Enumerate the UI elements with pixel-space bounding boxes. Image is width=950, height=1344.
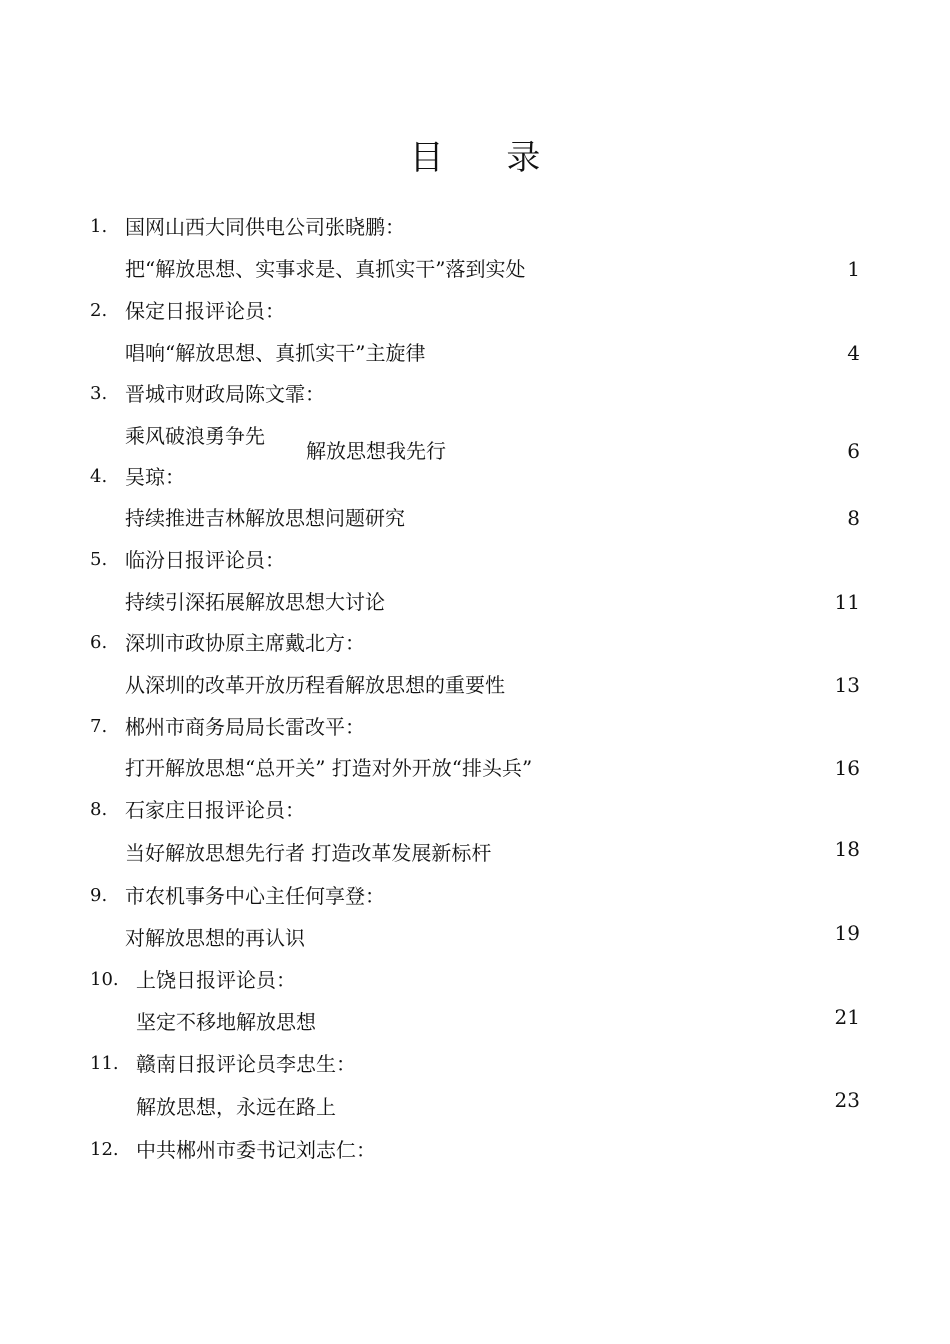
entry-number: 4. (90, 466, 108, 487)
entry-page-number: 4 (847, 341, 860, 365)
entry-page-number: 23 (834, 1088, 860, 1112)
entry-number: 12. (90, 1139, 119, 1160)
entry-author: 市农机事务中心主任何享登： (125, 884, 385, 908)
entry-title[interactable]: 乘风破浪勇争先 (125, 424, 265, 448)
entry-page-number: 16 (834, 756, 860, 780)
toc-entry-title-row[interactable] (0, 585, 950, 619)
entry-page-number: 8 (847, 506, 860, 530)
toc-entry-title-row[interactable] (0, 336, 950, 370)
toc-entry-author-row (0, 879, 950, 913)
entry-author: 保定日报评论员： (125, 299, 285, 323)
entry-page-number: 11 (834, 590, 860, 614)
entry-number: 3. (90, 383, 108, 404)
entry-title[interactable]: 解放思想，永远在路上 (136, 1095, 336, 1119)
entry-author: 中共郴州市委书记刘志仁： (136, 1138, 376, 1162)
entry-title[interactable]: 从深圳的改革开放历程看解放思想的重要性 (125, 673, 505, 697)
toc-entry-author-row (0, 294, 950, 328)
toc-entry-title-row[interactable] (0, 252, 950, 286)
entry-author: 赣南日报评论员李忠生： (136, 1052, 356, 1076)
toc-entry-title-row[interactable] (0, 501, 950, 535)
toc-entry-author-row (0, 377, 950, 411)
entry-title[interactable]: 持续推进吉林解放思想问题研究 (125, 506, 405, 530)
entry-author: 郴州市商务局局长雷改平： (125, 715, 365, 739)
entry-number: 11. (90, 1053, 119, 1074)
entry-page-number: 1 (847, 257, 860, 281)
entry-page-number: 21 (834, 1005, 860, 1029)
toc-entry-title-row[interactable] (0, 836, 950, 870)
entry-number: 8. (90, 799, 108, 820)
entry-title[interactable]: 对解放思想的再认识 (125, 926, 305, 950)
entry-author: 上饶日报评论员： (136, 968, 296, 992)
entry-page-number: 19 (834, 921, 860, 945)
entry-author: 吴琼： (125, 465, 185, 489)
entry-title[interactable]: 当好解放思想先行者 打造改革发展新标杆 (125, 841, 492, 865)
entry-title[interactable]: 把“解放思想、实事求是、真抓实干”落到实处 (125, 257, 526, 281)
entry-author: 国网山西大同供电公司张晓鹏： (125, 215, 405, 239)
toc-entry-author-row (0, 210, 950, 244)
entry-number: 7. (90, 716, 108, 737)
entry-title[interactable]: 持续引深拓展解放思想大讨论 (125, 590, 385, 614)
toc-entry-author-row (0, 1047, 950, 1081)
toc-entry-title-row[interactable] (0, 921, 950, 955)
entry-title[interactable]: 坚定不移地解放思想 (136, 1010, 316, 1034)
toc-entry-author-row (0, 793, 950, 827)
toc-entry-author-row (0, 1133, 950, 1167)
toc-entry-title-row[interactable] (0, 1005, 950, 1039)
entry-page-number: 13 (834, 673, 860, 697)
toc-entry-author-row (0, 626, 950, 660)
entry-title-continuation[interactable]: 解放思想我先行 (306, 439, 446, 463)
entry-title[interactable]: 唱响“解放思想、真抓实干”主旋律 (125, 341, 426, 365)
entry-author: 临汾日报评论员： (125, 548, 285, 572)
entry-title[interactable]: 打开解放思想“总开关” 打造对外开放“排头兵” (125, 756, 533, 780)
entry-number: 9. (90, 885, 108, 906)
entry-author: 石家庄日报评论员： (125, 798, 305, 822)
entry-author: 晋城市财政局陈文霏： (125, 382, 325, 406)
entry-number: 2. (90, 300, 108, 321)
page-title: 目 录 (409, 138, 567, 178)
toc-entry-author-row (0, 963, 950, 997)
toc-entry-title-row[interactable] (0, 1090, 950, 1124)
entry-author: 深圳市政协原主席戴北方： (125, 631, 365, 655)
toc-entry-author-row (0, 543, 950, 577)
entry-number: 6. (90, 632, 108, 653)
entry-number: 5. (90, 549, 108, 570)
entry-page-number: 18 (834, 837, 860, 861)
entry-page-number: 6 (847, 439, 860, 463)
entry-number: 10. (90, 969, 119, 990)
toc-entry-title-row[interactable] (0, 668, 950, 702)
toc-entry-title-row[interactable] (0, 751, 950, 785)
entry-number: 1. (90, 216, 108, 237)
toc-entry-author-row (0, 710, 950, 744)
toc-entry-author-row (0, 460, 950, 494)
